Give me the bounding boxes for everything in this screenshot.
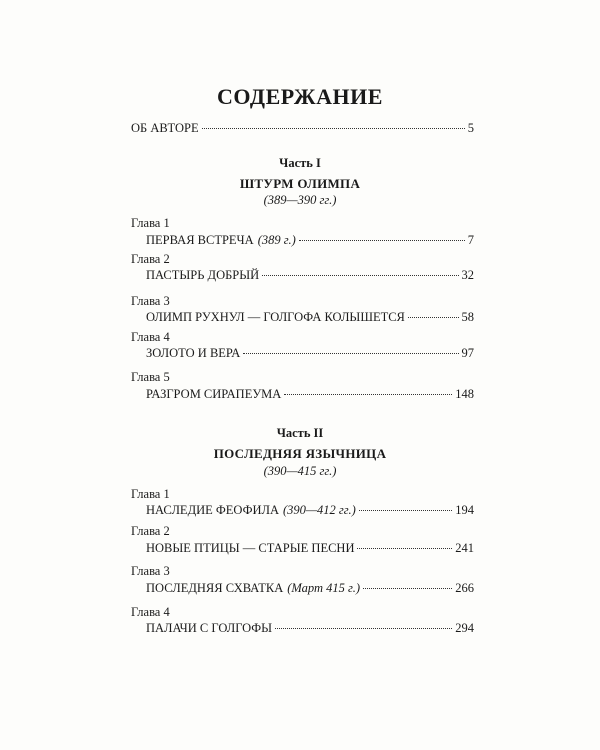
entry-page: 7	[467, 233, 474, 247]
chapter-label: Глава 1	[131, 216, 170, 230]
entry-page: 294	[455, 621, 474, 635]
entry-title: ОЛИМП РУХНУЛ — ГОЛГОФА КОЛЫШЕТСЯ	[146, 310, 405, 324]
leader-dots	[284, 394, 452, 395]
chapter-label: Глава 3	[131, 564, 170, 578]
part-1-label: Часть I	[279, 156, 321, 170]
entry-title: ЗОЛОТО И ВЕРА	[146, 346, 241, 360]
leader-dots	[408, 317, 459, 318]
entry-title: ПАСТЫРЬ ДОБРЫЙ	[146, 268, 260, 282]
leader-dots	[359, 510, 452, 511]
entry-subtitle: (390—412 гг.)	[282, 503, 356, 517]
toc-entry[interactable]	[146, 503, 474, 518]
part-2-years: (390—415 гг.)	[263, 464, 337, 478]
entry-title: НАСЛЕДИЕ ФЕОФИЛА	[146, 503, 279, 517]
page-title: СОДЕРЖАНИЕ	[217, 84, 383, 109]
part-1-title: ШТУРМ ОЛИМПА	[239, 176, 361, 191]
toc-entry[interactable]	[146, 541, 474, 556]
leader-dots	[262, 275, 458, 276]
chapter-label: Глава 1	[131, 487, 170, 501]
chapter-label: Глава 4	[131, 605, 170, 619]
leader-dots	[243, 353, 458, 354]
toc-entry-about[interactable]	[131, 121, 474, 136]
leader-dots	[357, 548, 452, 549]
entry-page: 32	[461, 268, 474, 282]
entry-title: ОБ АВТОРЕ	[131, 121, 199, 135]
entry-page: 5	[467, 121, 474, 135]
chapter-label: Глава 2	[131, 252, 170, 266]
entry-page: 241	[455, 541, 474, 555]
leader-dots	[299, 240, 465, 241]
chapter-label: Глава 2	[131, 524, 170, 538]
entry-page: 97	[461, 346, 474, 360]
entry-page: 266	[455, 581, 474, 595]
chapter-label: Глава 4	[131, 330, 170, 344]
leader-dots	[275, 628, 452, 629]
toc-entry[interactable]	[146, 621, 474, 636]
entry-title: ПАЛАЧИ С ГОЛГОФЫ	[146, 621, 273, 635]
chapter-label: Глава 5	[131, 370, 170, 384]
toc-entry[interactable]	[146, 387, 474, 402]
entry-page: 58	[461, 310, 474, 324]
toc-entry[interactable]	[146, 268, 474, 283]
toc-entry[interactable]	[146, 233, 474, 248]
entry-title: РАЗГРОМ СИРАПЕУМА	[146, 387, 282, 401]
entry-title: ПЕРВАЯ ВСТРЕЧА	[146, 233, 254, 247]
entry-title: НОВЫЕ ПТИЦЫ — СТАРЫЕ ПЕСНИ	[146, 541, 355, 555]
leader-dots	[363, 588, 452, 589]
entry-page: 194	[455, 503, 474, 517]
part-2-label: Часть II	[276, 426, 324, 440]
part-2-title: ПОСЛЕДНЯЯ ЯЗЫЧНИЦА	[213, 446, 387, 461]
entry-subtitle: (389 г.)	[257, 233, 296, 247]
entry-subtitle: (Март 415 г.)	[287, 581, 360, 595]
chapter-label: Глава 3	[131, 294, 170, 308]
leader-dots	[202, 128, 465, 129]
toc-entry[interactable]	[146, 346, 474, 361]
toc-entry[interactable]	[146, 581, 474, 596]
toc-entry[interactable]	[146, 310, 474, 325]
entry-page: 148	[455, 387, 474, 401]
part-1-years: (389—390 гг.)	[263, 193, 337, 207]
entry-title: ПОСЛЕДНЯЯ СХВАТКА	[146, 581, 284, 595]
